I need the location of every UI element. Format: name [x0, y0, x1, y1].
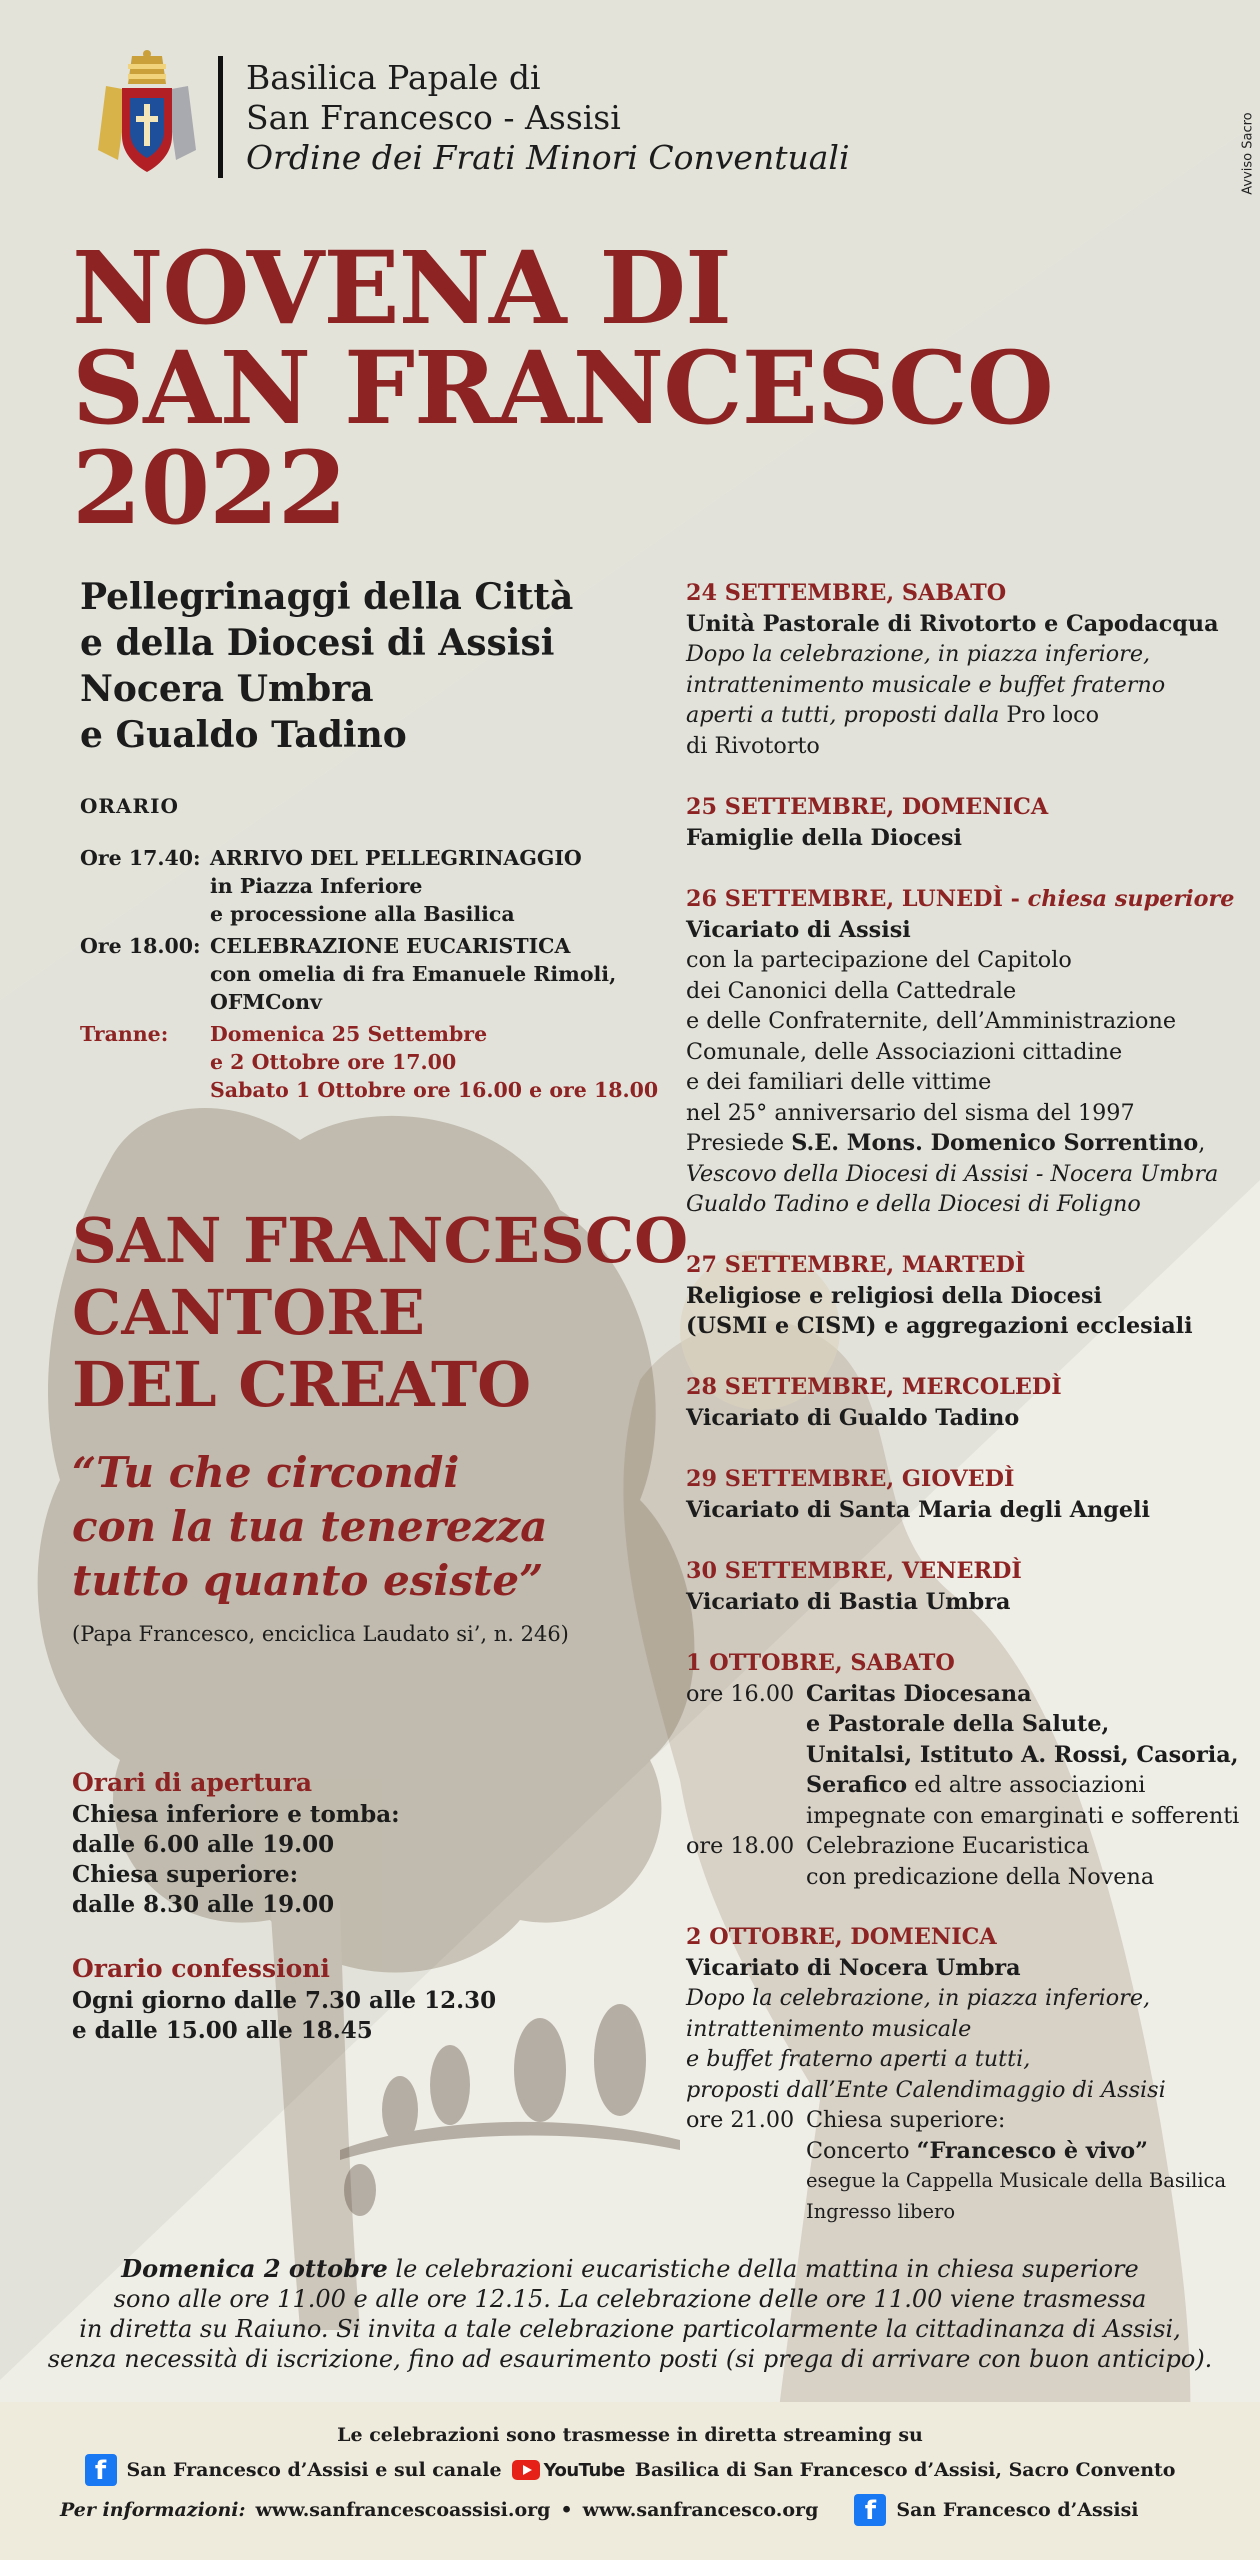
laudato-si-quote: [72, 1446, 547, 1608]
schedule-time: Ore 18.00:: [80, 934, 201, 958]
event-note: di Rivotorto: [686, 732, 820, 759]
event-participants: Religiose e religiosi della Diocesi: [686, 1282, 1103, 1309]
header-divider: [218, 56, 223, 178]
event-note: Dopo la celebrazione, in piazza inferiore,: [686, 641, 1151, 667]
event-date: 28 SETTEMBRE, MERCOLEDÌ: [686, 1374, 1062, 1400]
pilgrimage-subtitle: [80, 574, 573, 758]
event-24-sept: [686, 578, 1246, 761]
schedule-line: in Piazza Inferiore: [210, 874, 423, 898]
streaming-intro: Le celebrazioni sono trasmesse in diretta streaming su: [337, 2424, 923, 2446]
event-note: impegnate con emarginati e sofferenti: [806, 1802, 1240, 1829]
quote-citation: (Papa Francesco, enciclica Laudato si’, n. 246): [72, 1622, 569, 1646]
subtitle-line: e Gualdo Tadino: [80, 714, 407, 756]
event-participants: Vicariato di Assisi: [686, 916, 911, 943]
event-25-sept: [686, 792, 1246, 853]
event-slot: [686, 1679, 1246, 1832]
website-link-1[interactable]: www.sanfrancescoassisi.org: [255, 2499, 551, 2521]
opening-hours-text: [72, 1800, 400, 1920]
event-participants: Unitalsi, Istituto A. Rossi, Casoria,: [806, 1741, 1239, 1768]
event-note: Gualdo Tadino e della Diocesi di Foligno: [686, 1191, 1141, 1217]
youtube-icon: [512, 2460, 540, 2480]
title-line-3: 2022: [72, 429, 347, 547]
event-note: Comunale, delle Associazioni cittadine: [686, 1038, 1123, 1065]
subtitle-line: e della Diocesi di Assisi: [80, 622, 555, 664]
event-participant-part: ed altre associazioni: [907, 1772, 1146, 1798]
concert-label: Concerto: [806, 2137, 917, 2164]
event-note: proposti dall’Ente Calendimaggio di Assisi: [686, 2076, 1166, 2103]
event-date: 24 SETTEMBRE, SABATO: [686, 580, 1007, 606]
theme-line: SAN FRANCESCO: [72, 1204, 689, 1277]
event-note: con la partecipazione del Capitolo: [686, 947, 1072, 973]
event-time: ore 21.00: [686, 2107, 795, 2133]
event-participants: Famiglie della Diocesi: [686, 824, 962, 851]
event-slot: [686, 1831, 1246, 1892]
event-30-sept: [686, 1556, 1246, 1617]
event-participants: Vicariato di Nocera Umbra: [686, 1954, 1021, 1981]
event-note: [686, 700, 1246, 731]
footnote-line: in diretta su Raiuno. Si invita a tale celebrazione particolarmente la cittadinanza di Assisi,: [79, 2315, 1181, 2343]
event-note: Vescovo della Diocesi di Assisi - Nocera Umbra: [686, 1160, 1219, 1187]
event-participants: Vicariato di Santa Maria degli Angeli: [686, 1496, 1150, 1523]
orario-label: ORARIO: [80, 794, 179, 818]
event-note: e buffet fraterno aperti a tutti,: [686, 2046, 1031, 2072]
header-line-1: Basilica Papale di: [246, 58, 541, 97]
event-note: Ingresso libero: [806, 2199, 956, 2223]
schedule-line: ARRIVO DEL PELLEGRINAGGIO: [210, 846, 582, 870]
event-26-sept: [686, 884, 1246, 1220]
title-line-2: SAN FRANCESCO: [72, 329, 1053, 447]
header-institution: [246, 58, 850, 178]
footnote-emphasis: Domenica 2 ottobre: [121, 2254, 388, 2283]
event-participants: (USMI e CISM) e aggregazioni ecclesiali: [686, 1313, 1193, 1339]
schedule-line: Sabato 1 Ottobre ore 16.00 e ore 18.00: [210, 1078, 659, 1102]
theme-line: CANTORE: [72, 1276, 426, 1349]
event-slot-desc: [806, 2105, 1246, 2227]
theme-heading: [72, 1205, 688, 1421]
subtitle-line: Nocera Umbra: [80, 668, 374, 710]
footnote-line: sono alle ore 11.00 e alle ore 12.15. La celebrazione delle ore 11.00 viene trasmessa: [113, 2285, 1147, 2313]
event-note: e dei familiari delle vittime: [686, 1069, 992, 1095]
event-participants: e Pastorale della Salute,: [806, 1711, 1110, 1737]
confessions-text: [72, 1986, 496, 2046]
confessions-line: e dalle 15.00 alle 18.45: [72, 2017, 373, 2044]
schedule-desc: [210, 1020, 730, 1104]
main-title: [72, 229, 1053, 547]
event-participants: Unità Pastorale di Rivotorto e Capodacqua: [686, 610, 1219, 637]
schedule-line: e 2 Ottobre ore 17.00: [210, 1050, 457, 1074]
youtube-logo: [512, 2460, 625, 2481]
facebook-icon: f: [854, 2494, 886, 2526]
event-note-part: Pro loco: [999, 702, 1100, 728]
concert-title: [806, 2136, 1246, 2167]
event-note: e delle Confraternite, dell’Amministrazione: [686, 1008, 1177, 1034]
facebook-icon: f: [85, 2454, 117, 2486]
quote-line: tutto quanto esiste”: [72, 1556, 544, 1605]
event-date: 30 SETTEMBRE, VENERDÌ: [686, 1558, 1022, 1584]
event-participants: Vicariato di Bastia Umbra: [686, 1588, 1011, 1615]
title-line-1: NOVENA DI: [72, 229, 731, 347]
schedule-line: CELEBRAZIONE EUCARISTICA: [210, 934, 571, 958]
papal-coat-of-arms-logo: [88, 50, 206, 178]
event-participants: Caritas Diocesana: [806, 1680, 1032, 1707]
event-note-part: aperti a tutti, proposti dalla: [686, 702, 1000, 728]
streaming-channels: [0, 2454, 1260, 2486]
quote-line: con la tua tenerezza: [72, 1502, 548, 1551]
event-note: Celebrazione Eucaristica: [806, 1833, 1090, 1859]
event-note: [686, 1128, 1246, 1159]
schedule-line: e processione alla Basilica: [210, 902, 515, 926]
footnote-line: senza necessità di iscrizione, fino ad esaurimento posti (si prega di arrivare con buon anticipo).: [47, 2345, 1213, 2373]
schedule-desc: [210, 844, 730, 928]
opening-hours-heading: Orari di apertura: [72, 1768, 313, 1797]
info-label: Per informazioni:: [60, 2499, 246, 2521]
schedule-line: con omelia di fra Emanuele Rimoli,: [210, 962, 617, 986]
presider-name: S.E. Mons. Domenico Sorrentino: [791, 1130, 1199, 1156]
event-date: 25 SETTEMBRE, DOMENICA: [686, 794, 1049, 820]
event-date: 29 SETTEMBRE, GIOVEDÌ: [686, 1466, 1015, 1492]
event-date: 2 OTTOBRE, DOMENICA: [686, 1924, 997, 1950]
event-2-oct: [686, 1922, 1246, 2227]
youtube-wordmark: YouTube: [543, 2459, 625, 2481]
event-slot-desc: [806, 1831, 1246, 1892]
event-slot: [686, 2105, 1246, 2227]
opening-line: Chiesa inferiore e tomba:: [72, 1801, 400, 1828]
event-participants: [806, 1770, 1246, 1801]
event-participants: Vicariato di Gualdo Tadino: [686, 1404, 1020, 1431]
event-note: intrattenimento musicale e buffet fraterno: [686, 671, 1166, 698]
schedule-time: Tranne:: [80, 1022, 169, 1046]
event-note: con predicazione della Novena: [806, 1863, 1155, 1890]
website-link-2[interactable]: www.sanfrancesco.org: [582, 2499, 819, 2521]
bullet-separator: •: [560, 2499, 573, 2521]
avviso-sacro-note: Avviso Sacro: [1240, 112, 1255, 195]
concert-name: “Francesco è vivo”: [916, 2137, 1148, 2164]
event-note: nel 25° anniversario del sisma del 1997: [686, 1099, 1135, 1126]
event-note: intrattenimento musicale: [686, 2015, 972, 2042]
schedule-desc: [210, 932, 730, 1016]
header-line-3: Ordine dei Frati Minori Conventuali: [246, 138, 850, 177]
event-participant-part: Serafico: [806, 1772, 908, 1798]
event-date: [686, 884, 1246, 915]
schedule-time: Ore 17.40:: [80, 846, 201, 870]
event-29-sept: [686, 1464, 1246, 1525]
event-27-sept: [686, 1250, 1246, 1342]
facebook-page-link-2[interactable]: San Francesco d’Assisi: [896, 2499, 1139, 2521]
event-28-sept: [686, 1372, 1246, 1433]
footnote-line: [0, 2254, 1260, 2284]
event-location: chiesa superiore: [1027, 886, 1235, 912]
schedule-line: Domenica 25 Settembre: [210, 1022, 488, 1046]
event-slot-desc: [806, 1679, 1246, 1832]
event-note-part: ,: [1198, 1130, 1206, 1156]
schedule-line: OFMConv: [210, 990, 322, 1014]
event-note: dei Canonici della Cattedrale: [686, 977, 1017, 1004]
event-date: 1 OTTOBRE, SABATO: [686, 1650, 955, 1676]
footnote-text: le celebrazioni eucaristiche della mattina in chiesa superiore: [387, 2255, 1139, 2283]
subtitle-line: Pellegrinaggi della Città: [80, 576, 574, 618]
contact-info: [60, 2494, 1220, 2526]
quote-line: “Tu che circondi: [72, 1448, 460, 1497]
confessions-line: Ogni giorno dalle 7.30 alle 12.30: [72, 1987, 497, 2014]
event-note-part: Presiede: [686, 1130, 792, 1156]
event-note: Chiesa superiore:: [806, 2107, 1006, 2133]
event-date: 27 SETTEMBRE, MARTEDÌ: [686, 1252, 1026, 1278]
theme-line: DEL CREATO: [72, 1348, 532, 1421]
event-time: ore 18.00: [686, 1833, 795, 1859]
opening-line: Chiesa superiore:: [72, 1861, 299, 1888]
event-note: esegue la Cappella Musicale della Basilica: [806, 2169, 1227, 2192]
opening-line: dalle 6.00 alle 19.00: [72, 1831, 335, 1858]
header-line-2: San Francesco - Assisi: [246, 98, 621, 137]
event-note: Dopo la celebrazione, in piazza inferiore,: [686, 1985, 1151, 2011]
youtube-channel-link[interactable]: Basilica di San Francesco d’Assisi, Sacro Convento: [634, 2459, 1176, 2481]
confessions-heading: Orario confessioni: [72, 1954, 330, 1983]
event-1-oct: [686, 1648, 1246, 1892]
event-time: ore 16.00: [686, 1680, 795, 1707]
facebook-page-link[interactable]: San Francesco d’Assisi e sul canale: [126, 2459, 502, 2481]
event-date-text: 26 SETTEMBRE, LUNEDÌ -: [686, 886, 1028, 912]
raiuno-broadcast-note: [0, 2254, 1260, 2374]
opening-line: dalle 8.30 alle 19.00: [72, 1891, 335, 1918]
